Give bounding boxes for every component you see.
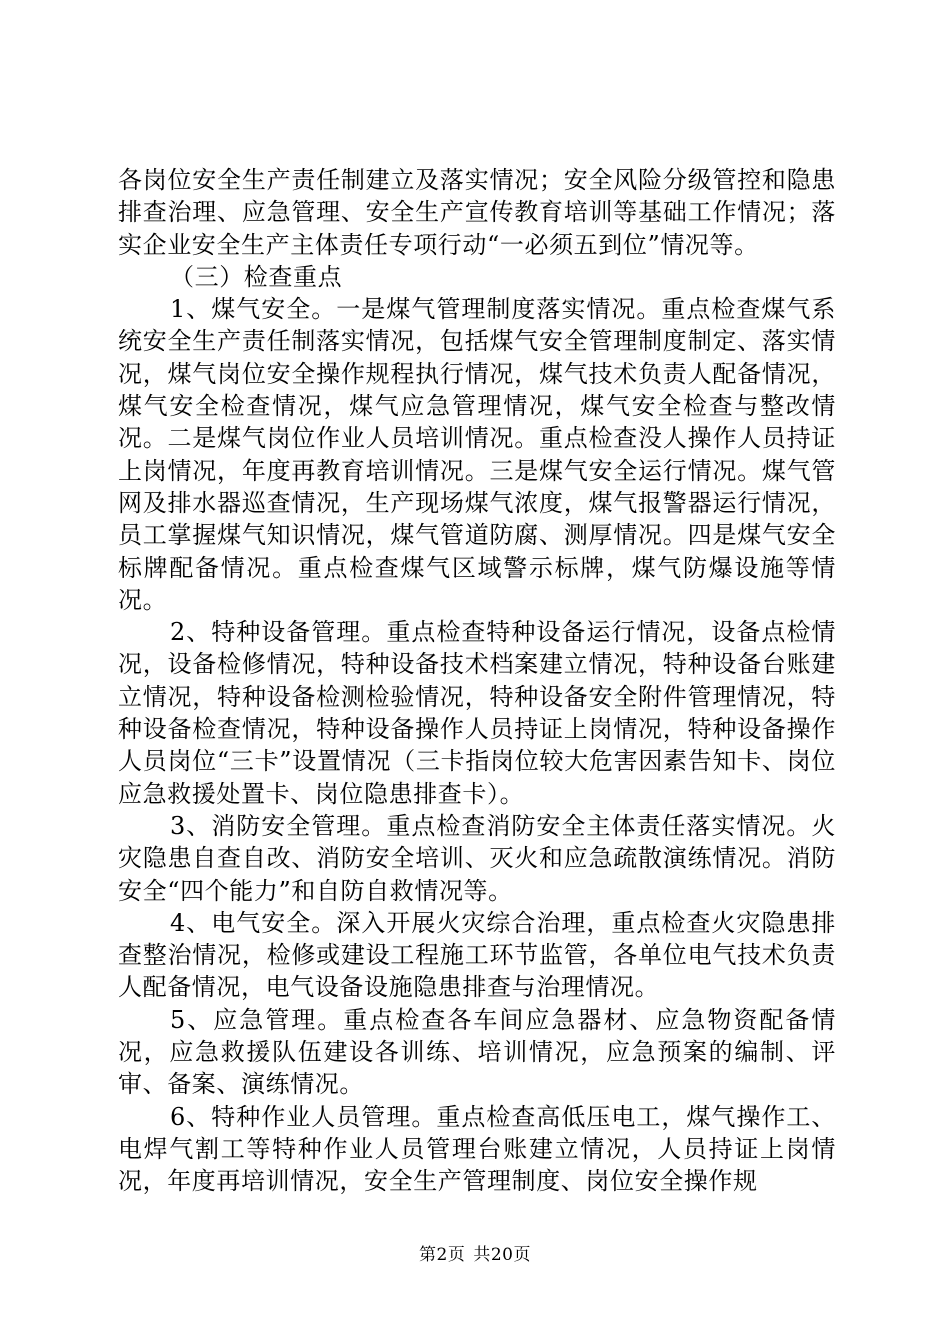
page-total: 共20页 [473, 1245, 531, 1265]
section-heading-inspection-focus: （三）检查重点 [170, 262, 343, 291]
paragraph-electrical-safety: 4、电气安全。深入开展火灾综合治理，重点检查火灾隐患排查整治情况，检修或建设工程施工环节监管，各单位电气技术负责人配备情况，电气设备设施隐患排查与治理情况。 [118, 908, 836, 1002]
paragraph-fire-safety: 3、消防安全管理。重点检查消防安全主体责任落实情况。火灾隐患自查自改、消防安全培训、灭火和应急疏散演练情况。消防安全“四个能力”和自防自救情况等。 [118, 811, 836, 905]
paragraph-gas-safety: 1、煤气安全。一是煤气管理制度落实情况。重点检查煤气系统安全生产责任制落实情况，包括煤气安全管理制度制定、落实情况，煤气岗位安全操作规程执行情况，煤气技术负责人配备情况，煤气安全检查情况，煤气应急管理情况，煤气安全检查与整改情况。二是煤气岗位作业人员培训情况。重点检查没人操作人员持证上岗情况，年度再教育培训情况。三是煤气安全运行情况。煤气管网及排水器巡查情况，生产现场煤气浓度，煤气报警器运行情况，员工掌握煤气知识情况，煤气管道防腐、测厚情况。四是煤气安全标牌配备情况。重点检查煤气区域警示标牌，煤气防爆设施等情况。 [118, 295, 836, 614]
document-body [118, 164, 836, 1198]
paragraph-special-operators: 6、特种作业人员管理。重点检查高低压电工，煤气操作工、电焊气割工等特种作业人员管理台账建立情况，人员持证上岗情况，年度再培训情况，安全生产管理制度、岗位安全操作规 [118, 1102, 836, 1196]
page-footer [0, 1240, 950, 1265]
page-number: 第2页 [419, 1245, 466, 1265]
paragraph-1: 各岗位安全生产责任制建立及落实情况；安全风险分级管控和隐患排查治理、应急管理、安全生产宣传教育培训等基础工作情况；落实企业安全生产主体责任专项行动“一必须五到位”情况等。 [118, 166, 836, 259]
paragraph-emergency-management: 5、应急管理。重点检查各车间应急器材、应急物资配备情况，应急救援队伍建设各训练、培训情况，应急预案的编制、评审、备案、演练情况。 [118, 1005, 836, 1099]
paragraph-special-equipment: 2、特种设备管理。重点检查特种设备运行情况，设备点检情况，设备检修情况，特种设备技术档案建立情况，特种设备台账建立情况，特种设备检测检验情况，特种设备安全附件管理情况，特种设备检查情况，特种设备操作人员持证上岗情况，特种设备操作人员岗位“三卡”设置情况（三卡指岗位较大危害因素告知卡、岗位应急救援处置卡、岗位隐患排查卡）。 [118, 618, 836, 808]
